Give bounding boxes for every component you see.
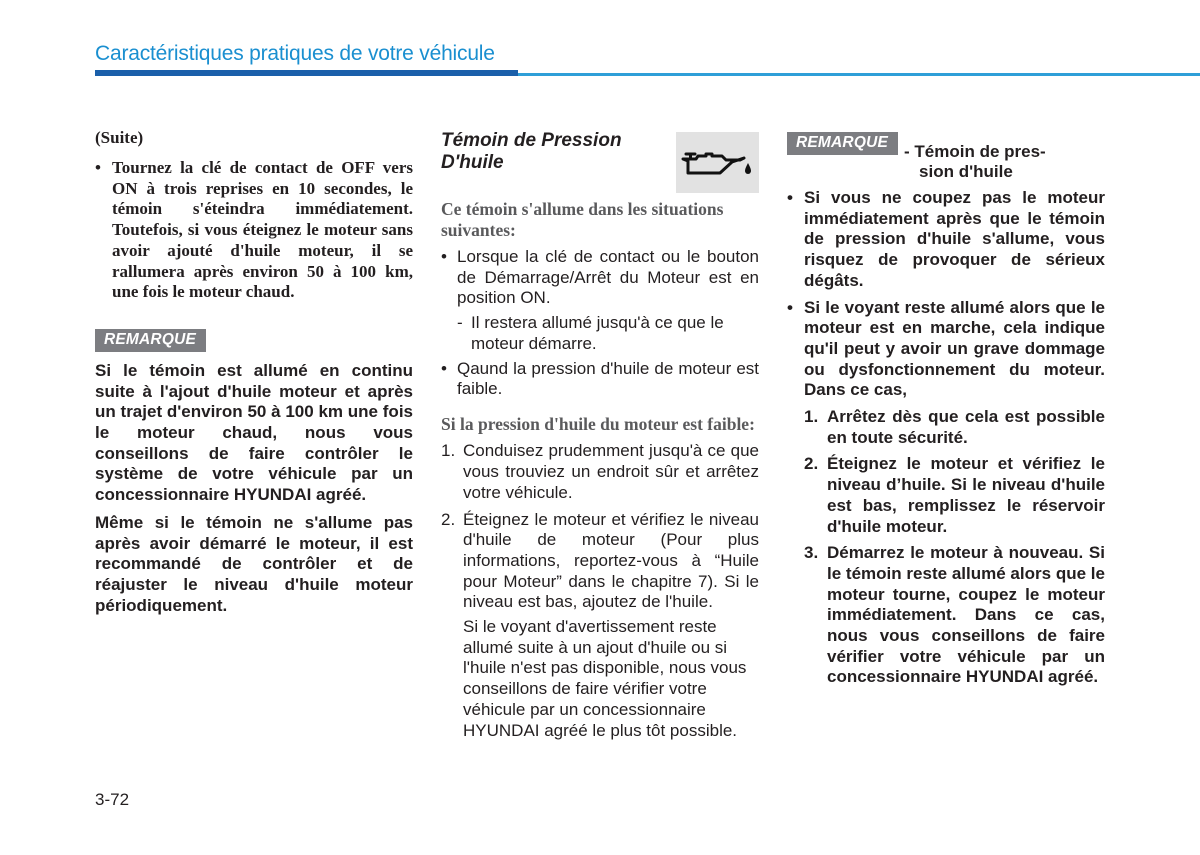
step-number: 1. xyxy=(804,407,819,427)
subheading: Si la pression d'huile du moteur est faible: xyxy=(441,413,755,434)
bullet-icon: • xyxy=(787,188,793,207)
step-text: Éteignez le moteur et vérifiez le niveau d'huile de moteur (Pour plus informations, reportez-vous à “Huile pour Moteur” dans le chapitre 7). Si le niveau est bas, ajoutez de l'huile. xyxy=(463,509,759,612)
oil-pressure-icon xyxy=(676,132,759,193)
step-text: Éteignez le moteur et vérifiez le niveau d’huile. Si le niveau d'huile est bas, remplissez le réservoir d'huile moteur. xyxy=(827,454,1105,536)
bullet-icon: • xyxy=(95,158,101,177)
list-item xyxy=(787,188,1105,292)
note-heading-line: - Témoin de pres- xyxy=(904,142,1046,161)
note-paragraph: Même si le témoin ne s'allume pas après avoir démarré le moteur, il est recommandé de contrôler et de réajuster le niveau d'huile moteur périodiquement. xyxy=(95,512,413,615)
note-paragraph: Si le témoin est allumé en continu suite à l'ajout d'huile moteur et après un trajet d'environ 50 à 100 km une fois le moteur chaud, nous vous conseillons de faire contrôler le système de votre véhicule par un concessionnaire HYUNDAI agréé. xyxy=(95,360,413,505)
header-rule-light xyxy=(518,73,1200,76)
section-title: Caractéristiques pratiques de votre véhicule xyxy=(95,42,495,65)
column-middle xyxy=(441,128,759,741)
page-number: 3-72 xyxy=(95,790,130,809)
numbered-step xyxy=(787,454,1105,537)
bullet-icon: • xyxy=(441,247,447,266)
warning-title: Témoin de Pression D'huile xyxy=(441,130,622,173)
list-subitem xyxy=(441,313,759,354)
numbered-step xyxy=(787,407,1105,448)
numbered-step xyxy=(441,441,759,503)
dash-icon: - xyxy=(457,313,463,333)
note-heading-line: sion d'huile xyxy=(919,162,1013,181)
note-heading xyxy=(904,142,1046,182)
list-item xyxy=(441,359,759,400)
bullet-icon: • xyxy=(441,358,447,378)
header-rule-dark xyxy=(95,70,518,76)
numbered-step xyxy=(787,543,1105,688)
step-number: 2. xyxy=(804,454,819,474)
subheading: Ce témoin s'allume dans les situations suivantes: xyxy=(441,199,724,240)
list-subitem-text: Il restera allumé jusqu'à ce que le moteur démarre. xyxy=(471,313,724,353)
list-item xyxy=(787,298,1105,402)
bullet-icon: • xyxy=(787,297,793,317)
list-item-text: Qaund la pression d'huile de moteur est faible. xyxy=(457,358,759,399)
list-item xyxy=(441,247,759,309)
list-item-text: Lorsque la clé de contact ou le bouton de Démarrage/Arrêt du Moteur est en position ON. xyxy=(457,247,759,308)
column-right xyxy=(787,130,1105,694)
list-item-text: Si le voyant reste allumé alors que le moteur est en marche, cela indique qu'il peut y avoir un grave dommage ou dysfonctionnement du moteur. Dans ce cas, xyxy=(804,297,1105,400)
column-left xyxy=(95,128,413,623)
step-text: Démarrez le moteur à nouveau. Si le témoin reste allumé alors que le moteur tourne, coupez le moteur immédiatement. Dans ce cas, nous vous conseillons de faire vérifier votre véhicule par un concessionnaire HYUNDAI agréé. xyxy=(827,543,1105,687)
continued-label: (Suite) xyxy=(95,128,144,147)
step-continuation: Si le voyant d'avertissement reste allumé suite à un ajout d'huile ou si l'huile n'est pas disponible, nous vous conseillons de faire vérifier votre véhicule par un concessionnaire HYUNDAI agréé le plus tôt possible. xyxy=(463,617,747,740)
step-number: 2. xyxy=(441,509,456,529)
note-badge: REMARQUE xyxy=(95,329,206,352)
list-item xyxy=(95,158,413,303)
step-number: 1. xyxy=(441,441,456,461)
step-number: 3. xyxy=(804,543,819,563)
note-badge: REMARQUE xyxy=(787,132,898,155)
list-item-text: Si vous ne coupez pas le moteur immédiatement après que le témoin de pression d'huile s'allume, vous risquez de provoquer de sérieux dégâts. xyxy=(804,188,1105,290)
step-text: Conduisez prudemment jusqu'à ce que vous trouviez un endroit sûr et arrêtez votre véhicule. xyxy=(463,441,759,502)
step-text: Arrêtez dès que cela est possible en toute sécurité. xyxy=(827,407,1105,447)
list-item-text: Tournez la clé de contact de OFF vers ON à trois reprises en 10 secondes, le témoin s'éteindra immédiatement. Toutefois, si vous éteignez le moteur sans avoir ajouté d'huile moteur, il se rallumera après environ 50 à 100 km, une fois le moteur chaud. xyxy=(112,158,413,302)
numbered-step xyxy=(441,510,759,614)
